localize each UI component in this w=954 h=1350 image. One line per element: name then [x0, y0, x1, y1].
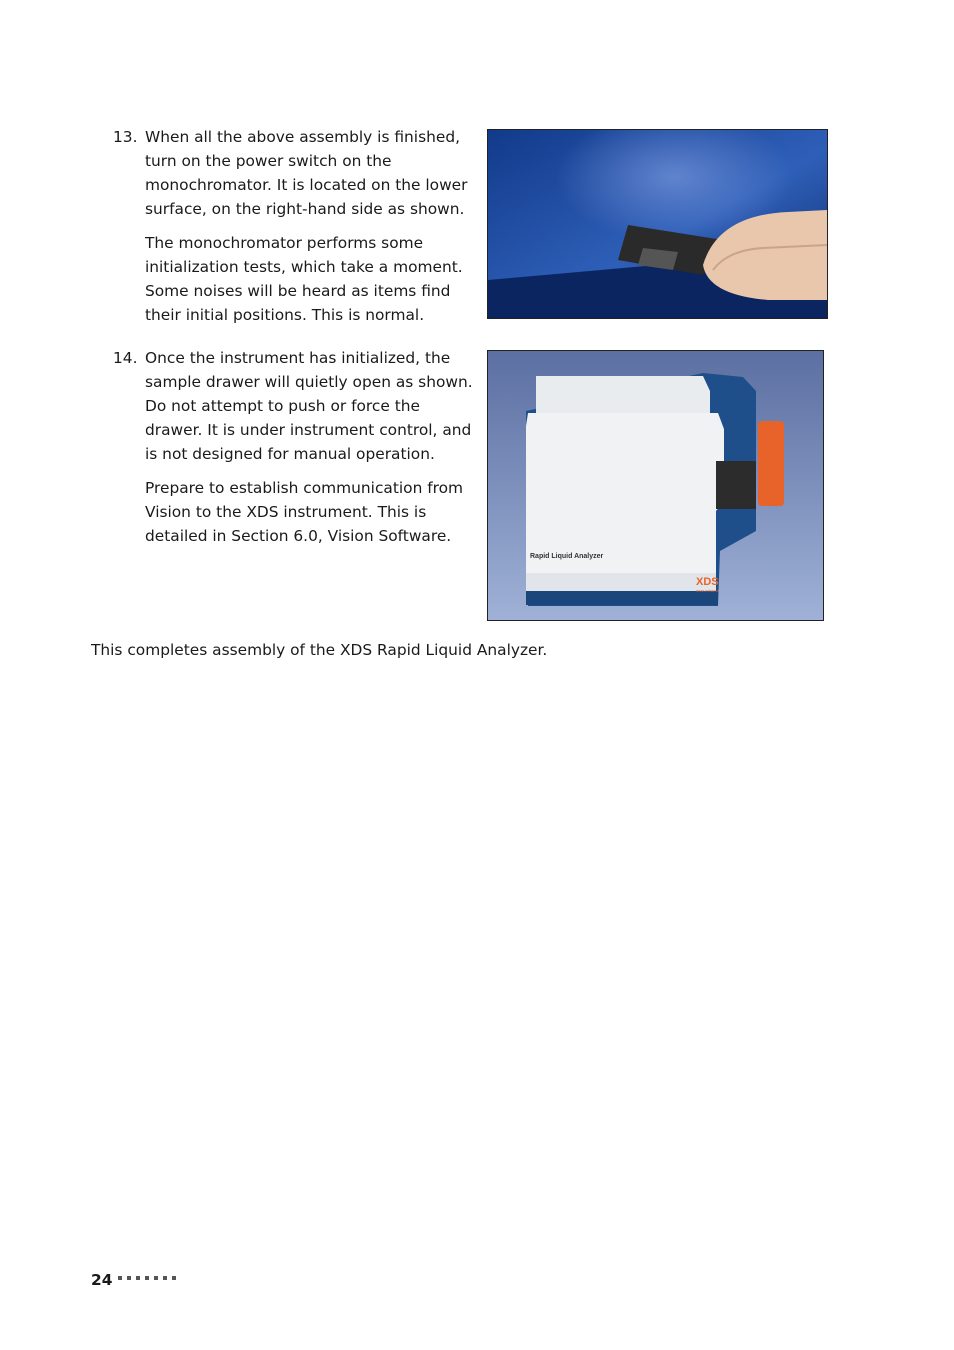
step-paragraph: The monochromator performs some initialization tests, which take a moment. Some noises will be heard as items find their initial positions. This is normal. — [145, 234, 463, 324]
step-13 — [113, 125, 473, 337]
step-paragraph: Once the instrument has initialized, the sample drawer will quietly open as shown. Do not attempt to push or force the drawer. It is under instrument control, and is not designed for manual operation. — [145, 349, 473, 463]
instrument-brand: XDS — [696, 576, 719, 588]
instrument-subbrand: near-infrared — [696, 588, 719, 593]
instrument-photo — [487, 350, 824, 621]
page-number: 24 — [91, 1271, 113, 1289]
footer-dots — [118, 1276, 176, 1280]
step-number: 13. — [113, 128, 138, 146]
step-number: 14. — [113, 349, 138, 367]
step-paragraph: Prepare to establish communication from Vision to the XDS instrument. This is detailed in Section 6.0, Vision Software. — [145, 479, 464, 545]
step-14 — [113, 346, 473, 558]
step-paragraph: When all the above assembly is finished, turn on the power switch on the monochromator. It is located on the lower surface, on the right-hand side as shown. — [145, 128, 468, 218]
instrument-label: Rapid Liquid Analyzer — [530, 553, 604, 560]
power-switch-photo — [487, 129, 828, 319]
closing-text: This completes assembly of the XDS Rapid Liquid Analyzer. — [91, 641, 548, 659]
